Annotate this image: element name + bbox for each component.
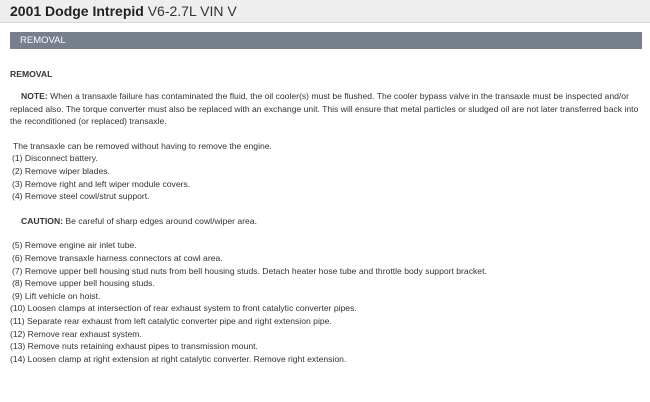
step-item: (10) Loosen clamps at intersection of rear exhaust system to front catalytic converter pipes.: [10, 303, 357, 314]
step-item: (1) Disconnect battery.: [12, 153, 98, 164]
step-item: (12) Remove rear exhaust system.: [10, 328, 142, 339]
section-header-removal[interactable]: [10, 32, 642, 49]
vehicle-engine: V6-2.7L VIN V: [147, 3, 237, 19]
caution-paragraph: [10, 215, 644, 228]
step-item: (6) Remove transaxle harness connectors at cowl area.: [12, 252, 223, 263]
vehicle-name: 2001 Dodge Intrepid: [10, 3, 144, 19]
note-label: NOTE:: [21, 91, 48, 101]
caution-text: Be careful of sharp edges around cowl/wiper area.: [63, 215, 257, 226]
vehicle-title-bar: [0, 0, 650, 23]
step-item: (4) Remove steel cowl/strut support.: [12, 191, 150, 202]
intro-text: The transaxle can be removed without having to remove the engine.: [13, 140, 272, 151]
step-item: (11) Separate rear exhaust from left catalytic converter pipe and right extension pipe.: [10, 315, 332, 326]
note-text: When a transaxle failure has contaminated the fluid, the oil cooler(s) must be flushed. The cooler bypass valve in the transaxle must be inspected and/or replaced also. The torque converter must also be replaced with an exchange unit. This will ensure that metal particles or sludged oil are not later transferred back into the reconditioned (or replaced) transaxle.: [10, 91, 639, 127]
step-item: (8) Remove upper bell housing studs.: [12, 278, 155, 289]
section-header-label: REMOVAL: [20, 35, 66, 46]
step-item: (7) Remove upper bell housing stud nuts from bell housing studs. Detach heater hose tube and throttle body support bracket.: [12, 265, 487, 276]
step-item: (9) Lift vehicle on hoist.: [12, 290, 101, 301]
procedure-content: [10, 68, 644, 365]
step-item: (5) Remove engine air inlet tube.: [12, 240, 137, 251]
step-item: (13) Remove nuts retaining exhaust pipes to transmission mount.: [10, 341, 258, 352]
procedure-heading: REMOVAL: [10, 69, 53, 79]
note-paragraph: [10, 90, 644, 128]
step-item: (3) Remove right and left wiper module covers.: [12, 178, 191, 189]
step-item: (2) Remove wiper blades.: [12, 165, 110, 176]
step-item: (14) Loosen clamp at right extension at right catalytic converter. Remove right extension.: [10, 353, 347, 364]
caution-label: CAUTION:: [21, 215, 64, 226]
